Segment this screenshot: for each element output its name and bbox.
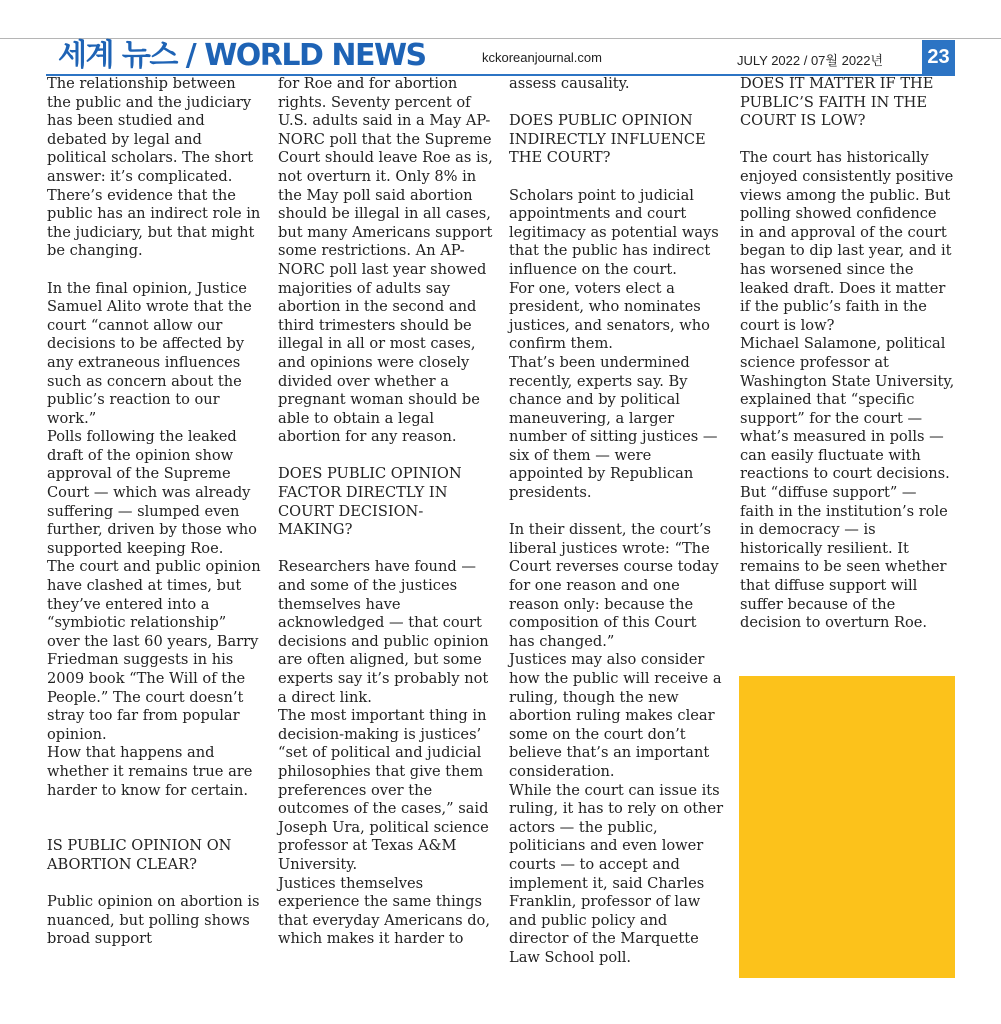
page-number-badge: 23	[922, 40, 955, 74]
article-column-4	[740, 75, 955, 633]
paragraph: The relationship between the public and the judiciary has been studied and debated by legal and political scholars. The short answer: it’s complicated. There’s evidence that the public has an indirect role in the judiciary, but that might be changing.	[47, 75, 261, 260]
paragraph: assess causality.	[509, 75, 630, 92]
section-heading: DOES PUBLIC OPINION INDIRECTLY INFLUENCE THE COURT?	[509, 112, 706, 167]
issue-date: JULY 2022 / 07월 2022년	[737, 53, 884, 68]
paragraph: How that happens and whether it remains true are harder to know for certain.	[47, 744, 253, 799]
paragraph: In their dissent, the court’s liberal justices wrote: “The Court reverses course today for one reason and one reason only: because the composition of this Court has changed.”	[509, 521, 719, 650]
paragraph: for Roe and for abortion rights. Seventy percent of U.S. adults said in a May AP-NORC poll that the Supreme Court should leave Roe as is, not overturn it. Only 8% in the May poll said abortion should be illegal in all cases, but many Americans support some restrictions. An AP-NORC poll last year showed majorities of adults say abortion in the second and third trimesters should be illegal in all or most cases, and opinions were closely divided over whether a pregnant woman should be able to obtain a legal abortion for any reason.	[278, 75, 493, 446]
paragraph: That’s been undermined recently, experts say. By chance and by political maneuvering, a larger number of sitting justices — six of them — were appointed by Republican presidents.	[509, 353, 718, 502]
paragraph: Polls following the leaked draft of the opinion show approval of the Supreme Court — which was already suffering — slumped even further, driven by those who supported keeping Roe.	[47, 428, 257, 557]
paragraph: The court has historically enjoyed consistently positive views among the public. But polling showed confidence in and approval of the court began to dip last year, and it has worsened since the leaked draft. Does it matter if the public’s faith in the court is low?	[740, 149, 954, 334]
site-url: kckoreanjournal.com	[482, 50, 602, 65]
paragraph: Justices may also consider how the public will receive a ruling, though the new abortion ruling makes clear some on the court don’t believe that’s an important consideration.	[509, 651, 722, 780]
section-heading: DOES IT MATTER IF THE PUBLIC’S FAITH IN THE COURT IS LOW?	[740, 75, 934, 130]
paragraph: For one, voters elect a president, who nominates justices, and senators, who confirm them.	[509, 279, 710, 353]
article-column-2	[278, 75, 493, 949]
paragraph: Justices themselves experience the same things that everyday Americans do, which makes it harder to	[278, 874, 490, 948]
paragraph: Michael Salamone, political science professor at Washington State University, explained that “specific support” for the court — what’s measured in polls — can easily fluctuate with reactions to court decisions. But “diffuse support” — faith in the institution’s role in democracy — is historically resilient. It remains to be seen whether that diffuse support will suffer because of the decision to overturn Roe.	[740, 335, 955, 632]
section-heading: DOES PUBLIC OPINION FACTOR DIRECTLY IN COURT DECISION-MAKING?	[278, 465, 462, 539]
section-masthead: 세계 뉴스 / WORLD NEWS	[58, 38, 426, 73]
paragraph: Scholars point to judicial appointments and court legitimacy as potential ways that the public has indirect influence on the court.	[509, 186, 719, 278]
article-column-1	[47, 75, 262, 949]
section-heading: IS PUBLIC OPINION ON ABORTION CLEAR?	[47, 837, 232, 873]
paragraph: The court and public opinion have clashed at times, but they’ve entered into a “symbiotic relationship” over the last 60 years, Barry Friedman suggests in his 2009 book “The Will of the People.” The court doesn’t stray too far from popular opinion.	[47, 558, 261, 743]
paragraph: Public opinion on abortion is nuanced, but polling shows broad support	[47, 892, 260, 948]
paragraph: While the court can issue its ruling, it has to rely on other actors — the public, politicians and even lower courts — to accept and implement it, said Charles Franklin, professor of law and public policy and director of the Marquette Law School poll.	[509, 781, 724, 966]
yellow-ad-block	[739, 676, 955, 978]
paragraph: In the final opinion, Justice Samuel Alito wrote that the court “cannot allow our decisions to be affected by any extraneous influences such as concern about the public’s reaction to our work.”	[47, 279, 252, 427]
paragraph: Researchers have found — and some of the justices themselves have acknowledged — that court decisions and public opinion are often aligned, but some experts say it’s probably not a direct link.	[278, 558, 489, 706]
article-column-3	[509, 75, 724, 968]
paragraph: The most important thing in decision-making is justices’ “set of political and judicial philosophies that give them preferences over the outcomes of the cases,” said Joseph Ura, political science professor at Texas A&M University.	[278, 707, 489, 873]
